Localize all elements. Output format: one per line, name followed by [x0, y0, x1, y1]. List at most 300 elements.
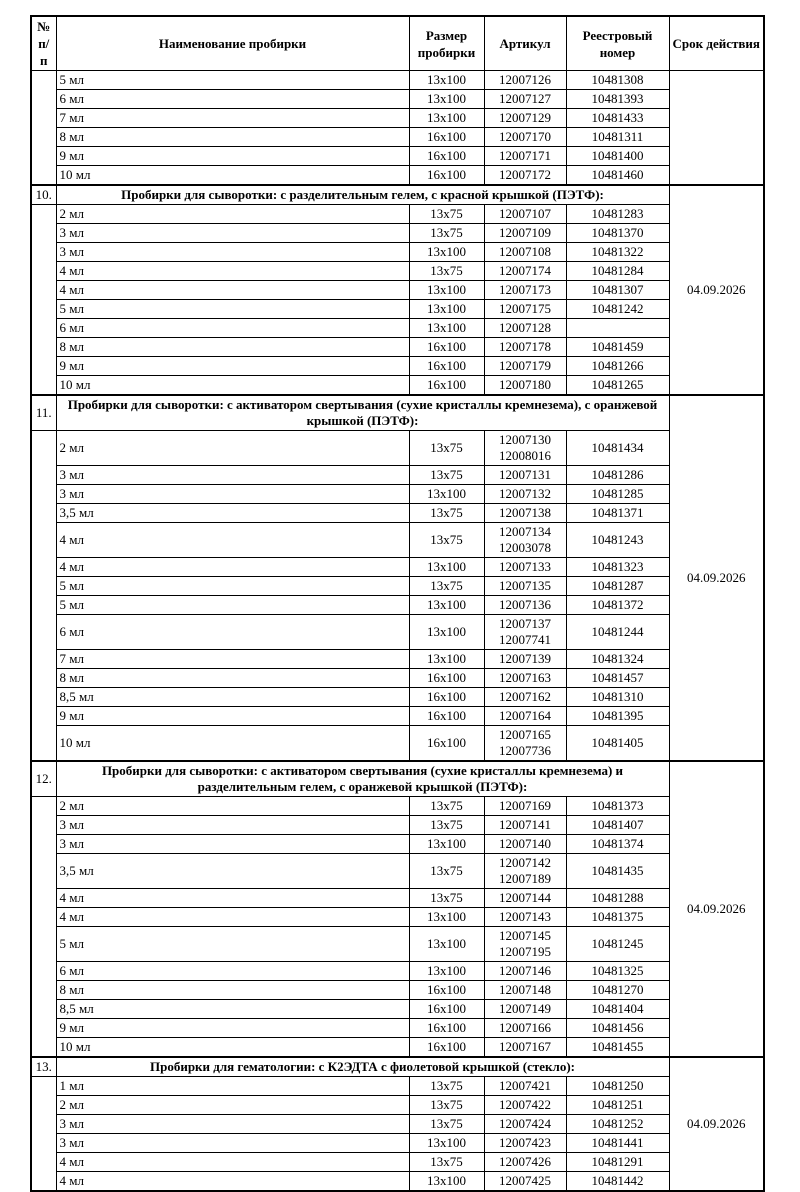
table-row — [31, 1134, 764, 1153]
row-registry-cell: 10481310 — [566, 688, 669, 707]
row-size-cell: 13x75 — [409, 523, 484, 558]
row-size-cell: 13x100 — [409, 650, 484, 669]
row-registry-cell: 10481393 — [566, 90, 669, 109]
row-registry-cell — [566, 319, 669, 338]
table-header-row — [31, 16, 764, 71]
row-registry-cell: 10481404 — [566, 1000, 669, 1019]
row-article-cell — [484, 466, 566, 485]
row-registry-cell: 10481370 — [566, 224, 669, 243]
row-registry-cell: 10481244 — [566, 615, 669, 650]
row-article-cell — [484, 577, 566, 596]
row-name-cell: 3 мл — [56, 224, 409, 243]
row-article-cell — [484, 797, 566, 816]
row-size-cell: 13x100 — [409, 109, 484, 128]
row-size-cell: 13x100 — [409, 962, 484, 981]
row-name-cell: 3 мл — [56, 485, 409, 504]
row-name-cell: 6 мл — [56, 962, 409, 981]
article-line: 12007108 — [499, 244, 551, 259]
row-article-cell — [484, 854, 566, 889]
article-line: 12007128 — [499, 320, 551, 335]
article-line: 12007167 — [499, 1039, 551, 1054]
article-line: 12007164 — [499, 708, 551, 723]
row-name-cell: 4 мл — [56, 558, 409, 577]
table-row — [31, 707, 764, 726]
table-row — [31, 319, 764, 338]
row-article-cell — [484, 1096, 566, 1115]
row-size-cell: 16x100 — [409, 147, 484, 166]
row-article-cell — [484, 981, 566, 1000]
row-name-cell: 10 мл — [56, 1038, 409, 1058]
row-article-cell — [484, 431, 566, 466]
row-name-cell: 9 мл — [56, 707, 409, 726]
row-article-cell — [484, 357, 566, 376]
row-size-cell: 13x75 — [409, 504, 484, 523]
row-article-cell — [484, 128, 566, 147]
row-name-cell: 8 мл — [56, 128, 409, 147]
row-article-cell — [484, 726, 566, 762]
row-article-cell — [484, 281, 566, 300]
row-name-cell: 4 мл — [56, 262, 409, 281]
article-line: 12007195 — [499, 944, 551, 959]
row-registry-cell: 10481308 — [566, 71, 669, 90]
row-article-cell — [484, 669, 566, 688]
row-registry-cell: 10481283 — [566, 205, 669, 224]
row-registry-cell: 10481286 — [566, 466, 669, 485]
row-registry-cell: 10481311 — [566, 128, 669, 147]
table-row — [31, 1038, 764, 1058]
row-size-cell: 13x75 — [409, 816, 484, 835]
table-row — [31, 281, 764, 300]
article-line: 12007172 — [499, 167, 551, 182]
row-size-cell: 13x100 — [409, 558, 484, 577]
row-registry-cell: 10481405 — [566, 726, 669, 762]
article-line: 12007741 — [499, 632, 551, 647]
table-row — [31, 1115, 764, 1134]
row-article-cell — [484, 224, 566, 243]
article-line: 12007136 — [499, 597, 551, 612]
article-line: 12007144 — [499, 890, 551, 905]
row-size-cell: 16x100 — [409, 376, 484, 396]
article-line: 12007736 — [499, 743, 551, 758]
table-body — [31, 71, 764, 1192]
section-header-row — [31, 395, 764, 431]
article-line: 12007141 — [499, 817, 551, 832]
row-registry-cell: 10481433 — [566, 109, 669, 128]
row-registry-cell: 10481373 — [566, 797, 669, 816]
row-size-cell: 13x75 — [409, 797, 484, 816]
article-line: 12007131 — [499, 467, 551, 482]
row-size-cell: 16x100 — [409, 357, 484, 376]
row-registry-cell: 10481284 — [566, 262, 669, 281]
row-name-cell: 1 мл — [56, 1077, 409, 1096]
table-row — [31, 466, 764, 485]
article-line: 12007163 — [499, 670, 551, 685]
row-size-cell: 13x100 — [409, 835, 484, 854]
section-header-row — [31, 761, 764, 797]
row-size-cell: 13x75 — [409, 889, 484, 908]
row-article-cell — [484, 147, 566, 166]
table-row — [31, 71, 764, 90]
article-line: 12007149 — [499, 1001, 551, 1016]
section-header-row — [31, 185, 764, 205]
article-line: 12007142 — [499, 855, 551, 870]
row-size-cell: 13x75 — [409, 577, 484, 596]
article-line: 12007166 — [499, 1020, 551, 1035]
row-size-cell: 13x100 — [409, 485, 484, 504]
row-registry-cell: 10481375 — [566, 908, 669, 927]
table-row — [31, 205, 764, 224]
row-article-cell — [484, 166, 566, 186]
article-line: 12007178 — [499, 339, 551, 354]
row-registry-cell: 10481252 — [566, 1115, 669, 1134]
section-number-spacer-cell — [31, 1077, 56, 1192]
col-header-size: Размер пробирки — [409, 16, 484, 71]
row-registry-cell: 10481323 — [566, 558, 669, 577]
table-row — [31, 357, 764, 376]
article-line: 12007148 — [499, 982, 551, 997]
table-row — [31, 147, 764, 166]
row-name-cell: 3,5 мл — [56, 854, 409, 889]
row-size-cell: 13x75 — [409, 1096, 484, 1115]
table-row — [31, 1077, 764, 1096]
row-name-cell: 2 мл — [56, 797, 409, 816]
row-name-cell: 10 мл — [56, 376, 409, 396]
row-size-cell: 16x100 — [409, 1038, 484, 1058]
table-row — [31, 577, 764, 596]
article-line: 12007162 — [499, 689, 551, 704]
row-registry-cell: 10481287 — [566, 577, 669, 596]
row-registry-cell: 10481307 — [566, 281, 669, 300]
table-row — [31, 981, 764, 1000]
table-row — [31, 166, 764, 186]
article-line: 12007107 — [499, 206, 551, 221]
row-name-cell: 3 мл — [56, 816, 409, 835]
row-name-cell: 6 мл — [56, 615, 409, 650]
table-row — [31, 431, 764, 466]
col-header-registry: Реестровый номер — [566, 16, 669, 71]
section-number-cell: 11. — [31, 395, 56, 431]
row-article-cell — [484, 835, 566, 854]
article-line: 12007130 — [499, 432, 551, 447]
row-article-cell — [484, 596, 566, 615]
section-number-spacer-cell — [31, 431, 56, 762]
row-size-cell: 13x100 — [409, 71, 484, 90]
row-article-cell — [484, 300, 566, 319]
row-size-cell: 13x75 — [409, 431, 484, 466]
row-registry-cell: 10481243 — [566, 523, 669, 558]
article-line: 12007137 — [499, 616, 551, 631]
article-line: 12007139 — [499, 651, 551, 666]
validity-cell: 04.09.2026 — [669, 395, 764, 761]
row-article-cell — [484, 1038, 566, 1058]
row-article-cell — [484, 889, 566, 908]
col-header-article: Артикул — [484, 16, 566, 71]
row-size-cell: 13x100 — [409, 243, 484, 262]
section-header-row — [31, 1057, 764, 1077]
row-article-cell — [484, 338, 566, 357]
article-line: 12007171 — [499, 148, 551, 163]
row-article-cell — [484, 707, 566, 726]
row-name-cell: 3 мл — [56, 1115, 409, 1134]
article-line: 12007424 — [499, 1116, 551, 1131]
row-article-cell — [484, 243, 566, 262]
col-header-validity: Срок действия — [669, 16, 764, 71]
row-article-cell — [484, 523, 566, 558]
row-registry-cell: 10481245 — [566, 927, 669, 962]
row-article-cell — [484, 71, 566, 90]
article-line: 12007143 — [499, 909, 551, 924]
row-registry-cell: 10481266 — [566, 357, 669, 376]
row-size-cell: 13x100 — [409, 615, 484, 650]
row-size-cell: 16x100 — [409, 1000, 484, 1019]
row-article-cell — [484, 558, 566, 577]
row-registry-cell: 10481270 — [566, 981, 669, 1000]
row-name-cell: 10 мл — [56, 726, 409, 762]
article-line: 12008016 — [499, 448, 551, 463]
validity-cell: 04.09.2026 — [669, 185, 764, 395]
table-row — [31, 128, 764, 147]
row-size-cell: 13x100 — [409, 281, 484, 300]
row-name-cell: 3 мл — [56, 1134, 409, 1153]
row-article-cell — [484, 615, 566, 650]
row-registry-cell: 10481435 — [566, 854, 669, 889]
table-row — [31, 854, 764, 889]
row-name-cell: 3 мл — [56, 243, 409, 262]
row-registry-cell: 10481434 — [566, 431, 669, 466]
row-article-cell — [484, 1172, 566, 1192]
row-registry-cell: 10481242 — [566, 300, 669, 319]
row-size-cell: 13x100 — [409, 319, 484, 338]
article-line: 12007129 — [499, 110, 551, 125]
table-row — [31, 262, 764, 281]
row-name-cell: 5 мл — [56, 927, 409, 962]
row-size-cell: 16x100 — [409, 1019, 484, 1038]
row-size-cell: 16x100 — [409, 669, 484, 688]
article-line: 12007179 — [499, 358, 551, 373]
article-line: 12007127 — [499, 91, 551, 106]
row-size-cell: 16x100 — [409, 688, 484, 707]
row-article-cell — [484, 1019, 566, 1038]
col-header-name: Наименование пробирки — [56, 16, 409, 71]
row-name-cell: 6 мл — [56, 90, 409, 109]
table-row — [31, 523, 764, 558]
row-registry-cell: 10481251 — [566, 1096, 669, 1115]
row-name-cell: 10 мл — [56, 166, 409, 186]
table-row — [31, 596, 764, 615]
row-name-cell: 8 мл — [56, 981, 409, 1000]
article-line: 12007135 — [499, 578, 551, 593]
section-number-cell: 13. — [31, 1057, 56, 1077]
table-row — [31, 300, 764, 319]
article-line: 12007423 — [499, 1135, 551, 1150]
table-row — [31, 669, 764, 688]
row-name-cell: 5 мл — [56, 71, 409, 90]
row-name-cell: 2 мл — [56, 1096, 409, 1115]
row-registry-cell: 10481456 — [566, 1019, 669, 1038]
row-name-cell: 4 мл — [56, 1172, 409, 1192]
row-size-cell: 16x100 — [409, 707, 484, 726]
row-article-cell — [484, 1000, 566, 1019]
row-registry-cell: 10481455 — [566, 1038, 669, 1058]
validity-cell: 04.09.2026 — [669, 761, 764, 1057]
table-row — [31, 1172, 764, 1192]
row-article-cell — [484, 262, 566, 281]
row-article-cell — [484, 650, 566, 669]
row-registry-cell: 10481265 — [566, 376, 669, 396]
row-name-cell: 5 мл — [56, 577, 409, 596]
table-row — [31, 1096, 764, 1115]
article-line: 12007189 — [499, 871, 551, 886]
row-article-cell — [484, 319, 566, 338]
row-name-cell: 4 мл — [56, 889, 409, 908]
article-line: 12007180 — [499, 377, 551, 392]
table-row — [31, 816, 764, 835]
row-article-cell — [484, 816, 566, 835]
article-line: 12007145 — [499, 928, 551, 943]
row-registry-cell: 10481441 — [566, 1134, 669, 1153]
table-row — [31, 485, 764, 504]
row-size-cell: 16x100 — [409, 166, 484, 186]
row-name-cell: 8,5 мл — [56, 1000, 409, 1019]
table-row — [31, 558, 764, 577]
article-line: 12007138 — [499, 505, 551, 520]
section-number-cell: 12. — [31, 761, 56, 797]
article-line: 12003078 — [499, 540, 551, 555]
row-name-cell: 8,5 мл — [56, 688, 409, 707]
row-size-cell: 13x100 — [409, 908, 484, 927]
row-size-cell: 13x75 — [409, 224, 484, 243]
row-size-cell: 16x100 — [409, 981, 484, 1000]
row-registry-cell: 10481285 — [566, 485, 669, 504]
row-article-cell — [484, 376, 566, 396]
table-row — [31, 90, 764, 109]
article-line: 12007134 — [499, 524, 551, 539]
table-row — [31, 962, 764, 981]
row-article-cell — [484, 504, 566, 523]
article-line: 12007133 — [499, 559, 551, 574]
row-size-cell: 13x75 — [409, 1077, 484, 1096]
row-size-cell: 13x75 — [409, 1115, 484, 1134]
row-name-cell: 3 мл — [56, 835, 409, 854]
row-article-cell — [484, 927, 566, 962]
row-name-cell: 5 мл — [56, 300, 409, 319]
row-size-cell: 13x75 — [409, 205, 484, 224]
row-name-cell: 9 мл — [56, 1019, 409, 1038]
section-number-spacer-cell — [31, 71, 56, 186]
section-number-spacer-cell — [31, 205, 56, 396]
article-line: 12007174 — [499, 263, 551, 278]
row-name-cell: 9 мл — [56, 357, 409, 376]
row-article-cell — [484, 485, 566, 504]
table-row — [31, 615, 764, 650]
row-name-cell: 7 мл — [56, 109, 409, 128]
row-registry-cell: 10481460 — [566, 166, 669, 186]
row-article-cell — [484, 688, 566, 707]
row-registry-cell: 10481324 — [566, 650, 669, 669]
row-article-cell — [484, 90, 566, 109]
row-size-cell: 13x100 — [409, 300, 484, 319]
table-row — [31, 224, 764, 243]
article-line: 12007421 — [499, 1078, 551, 1093]
row-size-cell: 16x100 — [409, 128, 484, 147]
article-line: 12007169 — [499, 798, 551, 813]
row-name-cell: 4 мл — [56, 1153, 409, 1172]
row-size-cell: 13x100 — [409, 1134, 484, 1153]
row-registry-cell: 10481374 — [566, 835, 669, 854]
row-name-cell: 4 мл — [56, 523, 409, 558]
row-article-cell — [484, 109, 566, 128]
row-registry-cell: 10481288 — [566, 889, 669, 908]
row-registry-cell: 10481291 — [566, 1153, 669, 1172]
article-line: 12007426 — [499, 1154, 551, 1169]
row-name-cell: 8 мл — [56, 669, 409, 688]
article-line: 12007170 — [499, 129, 551, 144]
row-article-cell — [484, 1134, 566, 1153]
row-size-cell: 13x75 — [409, 854, 484, 889]
section-title-cell: Пробирки для сыворотки: с активатором свертывания (сухие кристаллы кремнезема), с оранжевой крышкой (ПЭТФ): — [56, 395, 669, 431]
row-name-cell: 3,5 мл — [56, 504, 409, 523]
section-title-cell: Пробирки для сыворотки: с разделительным гелем, с красной крышкой (ПЭТФ): — [56, 185, 669, 205]
article-line: 12007109 — [499, 225, 551, 240]
table-row — [31, 504, 764, 523]
row-name-cell: 6 мл — [56, 319, 409, 338]
row-article-cell — [484, 1153, 566, 1172]
row-name-cell: 8 мл — [56, 338, 409, 357]
article-line: 12007425 — [499, 1173, 551, 1188]
row-name-cell: 7 мл — [56, 650, 409, 669]
row-registry-cell: 10481459 — [566, 338, 669, 357]
row-name-cell: 3 мл — [56, 466, 409, 485]
row-article-cell — [484, 1077, 566, 1096]
article-line: 12007146 — [499, 963, 551, 978]
row-registry-cell: 10481325 — [566, 962, 669, 981]
row-name-cell: 2 мл — [56, 205, 409, 224]
row-registry-cell: 10481407 — [566, 816, 669, 835]
row-size-cell: 13x100 — [409, 1172, 484, 1192]
row-registry-cell: 10481372 — [566, 596, 669, 615]
row-registry-cell: 10481322 — [566, 243, 669, 262]
table-row — [31, 650, 764, 669]
row-article-cell — [484, 962, 566, 981]
table-row — [31, 797, 764, 816]
article-line: 12007140 — [499, 836, 551, 851]
section-number-spacer-cell — [31, 797, 56, 1058]
row-size-cell: 16x100 — [409, 726, 484, 762]
row-name-cell: 9 мл — [56, 147, 409, 166]
row-size-cell: 13x75 — [409, 466, 484, 485]
section-number-cell: 10. — [31, 185, 56, 205]
row-size-cell: 13x75 — [409, 262, 484, 281]
article-line: 12007126 — [499, 72, 551, 87]
row-name-cell: 4 мл — [56, 908, 409, 927]
row-article-cell — [484, 1115, 566, 1134]
table-row — [31, 243, 764, 262]
table-row — [31, 1019, 764, 1038]
section-title-cell: Пробирки для сыворотки: с активатором свертывания (сухие кристаллы кремнезема) и разделительным гелем, с оранжевой крышкой (ПЭТФ): — [56, 761, 669, 797]
row-name-cell: 5 мл — [56, 596, 409, 615]
article-line: 12007165 — [499, 727, 551, 742]
table-row — [31, 726, 764, 762]
row-registry-cell: 10481442 — [566, 1172, 669, 1192]
table-row — [31, 109, 764, 128]
article-line: 12007175 — [499, 301, 551, 316]
table-row — [31, 889, 764, 908]
table-row — [31, 908, 764, 927]
row-registry-cell: 10481371 — [566, 504, 669, 523]
validity-cell — [669, 71, 764, 186]
table-row — [31, 1153, 764, 1172]
row-article-cell — [484, 908, 566, 927]
